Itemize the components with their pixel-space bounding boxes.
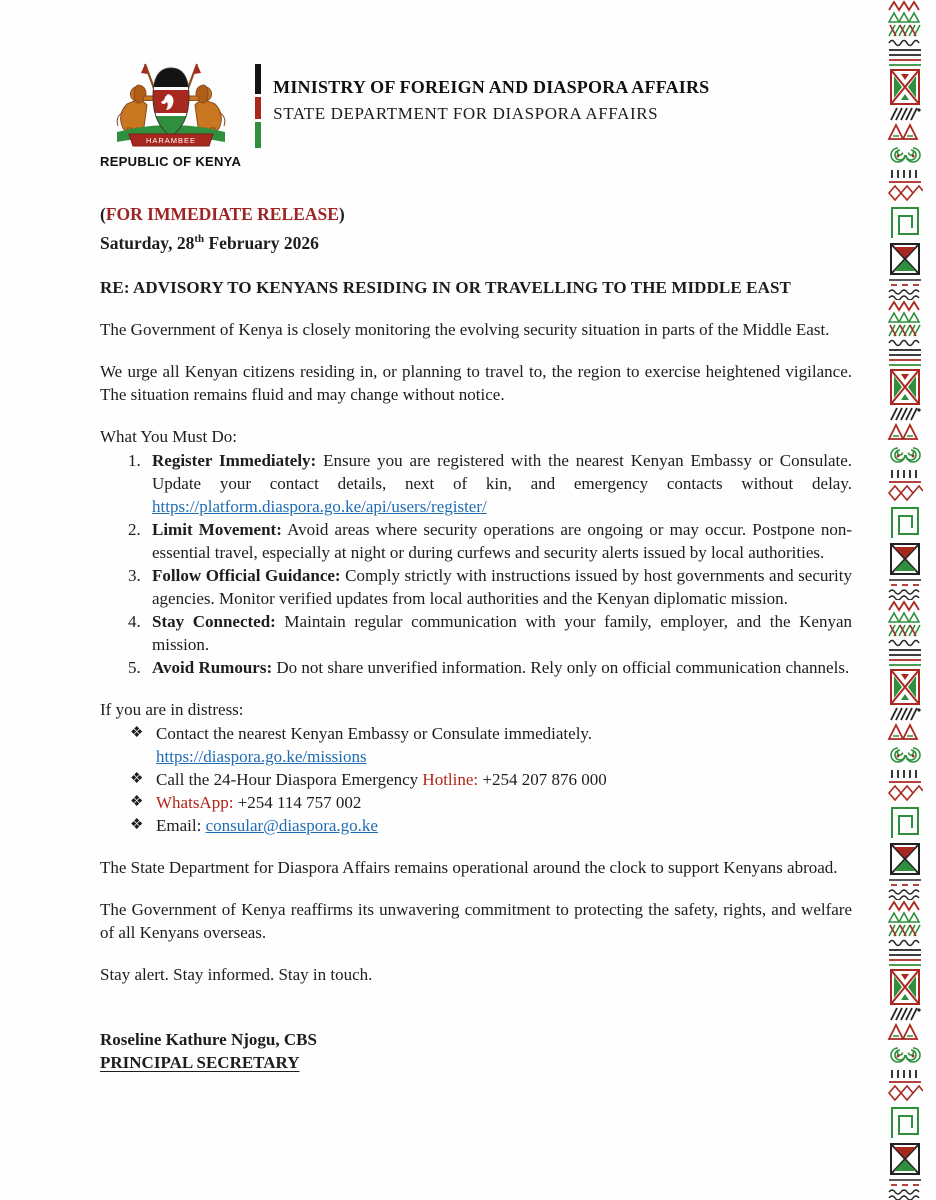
release-line bbox=[100, 203, 852, 226]
separator-red-segment bbox=[255, 97, 261, 119]
release-paren-close: ) bbox=[338, 204, 345, 224]
separator-green-segment bbox=[255, 122, 261, 148]
crest-caption: REPUBLIC OF KENYA bbox=[100, 154, 242, 169]
item-text: Maintain regular communication with your family, employer, and the Kenyan mission. bbox=[152, 611, 852, 654]
diamond-bullet-icon: ❖ bbox=[130, 770, 144, 787]
item-number: 5. bbox=[128, 657, 141, 677]
diamond-bullet-icon: ❖ bbox=[130, 724, 144, 741]
item-text: Ensure you are registered with the nearest Kenyan Embassy or Consulate. Update your contact details, next of kin, and emergency contacts without delay. bbox=[152, 450, 853, 493]
crest-motto-text: HARAMBEE bbox=[145, 136, 196, 145]
ministry-title-block bbox=[273, 56, 709, 125]
must-do-item-2 bbox=[128, 518, 852, 564]
item-number: 3. bbox=[128, 565, 141, 585]
item-text: Avoid areas where security operations are ongoing or may occur. Postpone non-essential travel, especially at night or during curfews and security alerts issued by local authorities. bbox=[152, 519, 852, 562]
date-ordinal: th bbox=[194, 233, 205, 245]
distress-item-contact bbox=[130, 722, 852, 768]
email-link[interactable]: consular@diaspora.go.ke bbox=[205, 815, 378, 835]
distress-list bbox=[100, 722, 852, 837]
item-title: Avoid Rumours: bbox=[152, 657, 273, 677]
item-number: 4. bbox=[128, 611, 141, 631]
signatory-title: PRINCIPAL SECRETARY bbox=[100, 1052, 300, 1072]
must-do-item-1 bbox=[128, 449, 853, 518]
item-text: Do not share unverified information. Rely only on official communication channels. bbox=[272, 657, 850, 677]
must-do-heading: What You Must Do: bbox=[100, 426, 237, 446]
closing-paragraph-3: Stay alert. Stay informed. Stay in touch. bbox=[100, 964, 373, 984]
distress-item-whatsapp bbox=[130, 791, 852, 814]
document-content bbox=[100, 56, 852, 1074]
hotline-label: Hotline: bbox=[422, 769, 479, 789]
distress-item-hotline bbox=[130, 768, 852, 791]
signatory-name: Roseline Kathure Njogu, CBS bbox=[100, 1029, 317, 1049]
must-do-item-3 bbox=[128, 564, 852, 610]
separator-black-segment bbox=[255, 64, 261, 94]
crest-block bbox=[100, 56, 241, 173]
item-number: 1. bbox=[128, 450, 141, 470]
must-do-item-4 bbox=[128, 610, 852, 656]
item-title: Follow Official Guidance: bbox=[152, 565, 341, 585]
email-label: Email: bbox=[156, 815, 206, 835]
item-text: Call the 24-Hour Diaspora Emergency bbox=[156, 769, 423, 789]
whatsapp-label: WhatsApp: bbox=[156, 792, 234, 812]
item-title: Stay Connected: bbox=[152, 611, 276, 631]
item-text: Contact the nearest Kenyan Embassy or Consulate immediately. bbox=[156, 723, 593, 743]
whatsapp-number: +254 114 757 002 bbox=[233, 792, 362, 812]
item-title: Limit Movement: bbox=[152, 519, 282, 539]
letterhead bbox=[100, 56, 852, 173]
release-label: FOR IMMEDIATE RELEASE bbox=[105, 204, 339, 224]
ministry-name: MINISTRY OF FOREIGN AND DIASPORA AFFAIRS bbox=[273, 77, 710, 97]
signature-block bbox=[100, 1028, 852, 1074]
date-prefix: Saturday, 28 bbox=[100, 232, 195, 253]
item-number: 2. bbox=[128, 519, 141, 539]
register-link[interactable]: https://platform.diaspora.go.ke/api/users/register/ bbox=[152, 496, 487, 516]
kenya-flag-separator-bar bbox=[255, 64, 261, 148]
kenya-coat-of-arms-icon bbox=[105, 56, 237, 148]
release-date bbox=[100, 228, 852, 255]
release-paren-open: ( bbox=[100, 204, 106, 224]
must-do-item-5 bbox=[128, 656, 852, 679]
intro-paragraph-2: We urge all Kenyan citizens residing in, or planning to travel to, the region to exercise heightened vigilance. The situation remains fluid and may change without notice. bbox=[100, 361, 852, 404]
date-suffix: February 2026 bbox=[204, 232, 319, 253]
item-text: Comply strictly with instructions issued by host governments and security agencies. Monitor verified updates from local authorities and the Kenyan diplomatic mission. bbox=[152, 565, 852, 608]
closing-paragraph-1: The State Department for Diaspora Affairs remains operational around the clock to support Kenyans abroad. bbox=[100, 857, 838, 877]
distress-heading: If you are in distress: bbox=[100, 699, 244, 719]
distress-item-email bbox=[130, 814, 852, 837]
state-department-name: STATE DEPARTMENT FOR DIASPORA AFFAIRS bbox=[273, 104, 659, 123]
diamond-bullet-icon: ❖ bbox=[130, 793, 144, 810]
subject-line: RE: ADVISORY TO KENYANS RESIDING IN OR TRAVELLING TO THE MIDDLE EAST bbox=[100, 277, 791, 297]
closing-paragraph-2: The Government of Kenya reaffirms its unwavering commitment to protecting the safety, rights, and welfare of all Kenyans overseas. bbox=[100, 899, 852, 942]
must-do-list bbox=[100, 449, 852, 679]
item-title: Register Immediately: bbox=[152, 450, 317, 470]
diamond-bullet-icon: ❖ bbox=[130, 816, 144, 833]
intro-paragraph-1: The Government of Kenya is closely monitoring the evolving security situation in parts of the Middle East. bbox=[100, 319, 830, 339]
missions-link[interactable]: https://diaspora.go.ke/missions bbox=[156, 746, 367, 766]
tribal-border-pattern bbox=[887, 0, 923, 1200]
hotline-number: +254 207 876 000 bbox=[478, 769, 607, 789]
